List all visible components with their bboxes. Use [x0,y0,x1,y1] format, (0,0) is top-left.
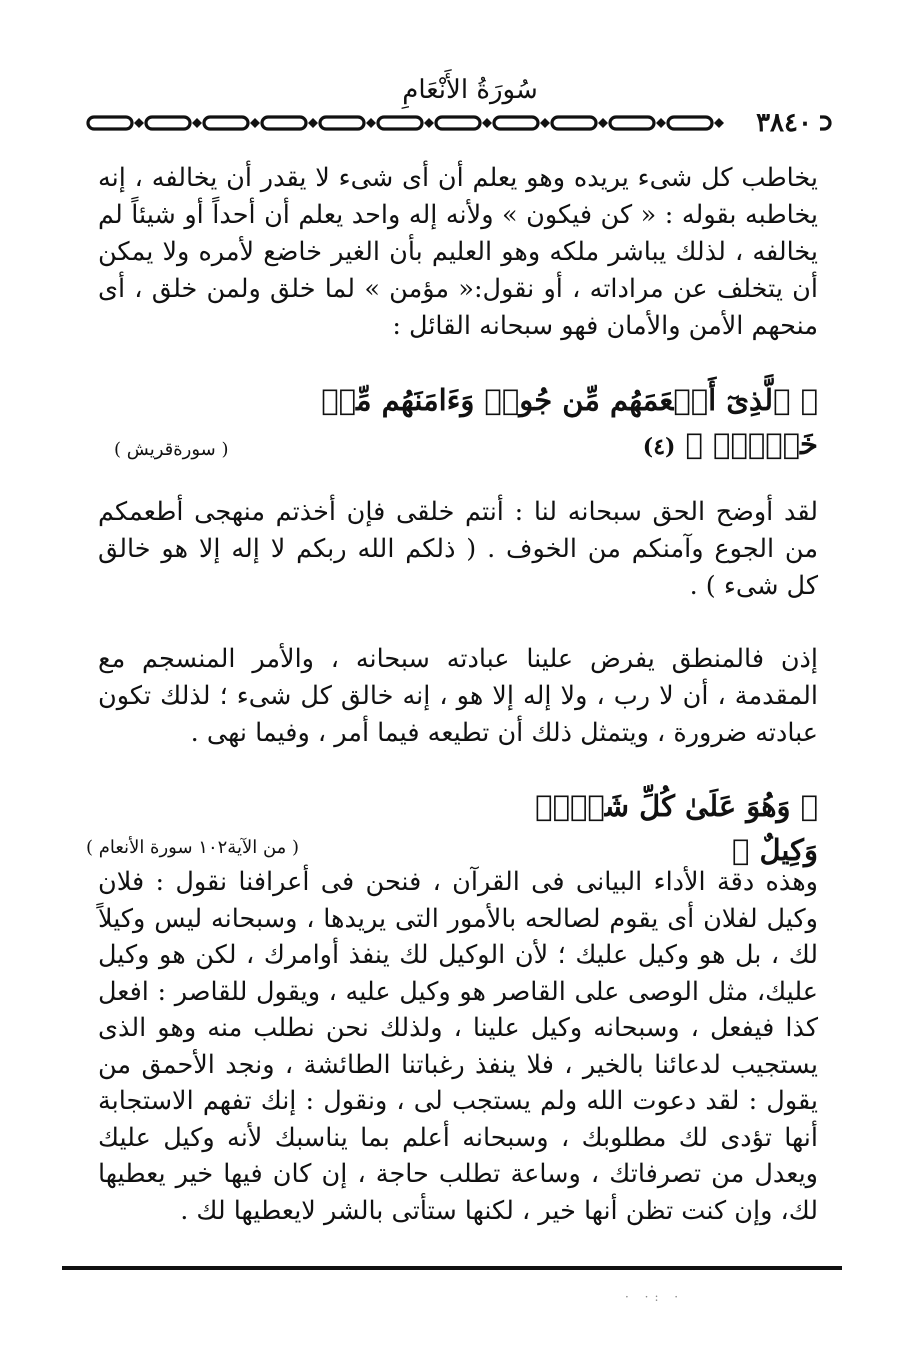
verse-text: ﴿ ٱلَّذِىٓ أَطۡعَمَهُم مِّن جُوعٖ وَءَامَنَهُم مِّنۡ خَوۡفِۭ ﴾ [321,383,818,461]
paragraph-text: لقد أوضح الحق سبحانه لنا : أنتم خلقى فإن أخذتم منهجى أطعمكم من الجوع وآمنكم من الخوف . ( ذلكم الله ربكم لا إله إلا هو خالق كل شىء ) . [98,497,818,601]
paragraph-3 [98,641,818,752]
quran-verse-2 [518,784,818,872]
print-specks: · ·: · [625,1290,685,1304]
paragraph-4 [98,864,818,1229]
verse-text: ﴿ وَهُوَ عَلَىٰ كُلِّ شَىۡءٖ وَكِيلٌ ﴾ [535,789,818,867]
verse-2-reference: ( من الآية١٠٢ سورة الأنعام ) [86,837,300,858]
verse-1-reference: ( سورةقريش ) [114,439,229,460]
verse-number: ٤ [653,434,666,460]
paragraph-1 [98,160,818,345]
paragraph-2 [98,494,818,605]
paragraph-text: يخاطب كل شىء يريده وهو يعلم أن أى شىء لا يقدر أن يخالفه ، إنه يخاطبه بقوله : « كن فيكون » ولأنه إله واحد يعلم أن أحداً أو شيئاً لم يخالفه ، لذلك يباشر ملكه وهو العليم بأن الغير خاضع لأمره ولا يمكن أن يتخلف عن مراداته ، أو نقول:« مؤمن » لما خلق ولمن خلق ، أى منحهم الأمن والأمان فهو سبحانه القائل : [98,163,818,341]
verse-number-medallion: (٤) [642,434,676,460]
quran-verse-1 [258,378,818,469]
footer-rule [62,1266,842,1270]
ornamental-chain-border [86,112,836,134]
surah-title: سُورَةُ الأَنْعَامِ [402,75,538,105]
page-number: ٣٨٤٠ [748,110,820,136]
paragraph-text: وهذه دقة الأداء البيانى فى القرآن ، فنحن فى أعرافنا نقول : فلان وكيل لفلان أى يقوم لصالحه بالأمور التى يريدها ، وسبحانه ليس وكيلاً لك ، بل هو وكيل عليك ؛ لأن الوكيل لك ينفذ أوامرك ، لكن هو وكيل عليك، مثل الوصى على القاصر هو وكيل عليه ، ويقول للقاصر : افعل كذا فيفعل ، وسبحانه وكيل علينا ، ولذلك نحن نطلب منه وهو الذى يستجيب لدعائنا بالخير ، فلا ينفذ رغباتنا الطائشة ، ونجد الأحمق من يقول : لقد دعوت الله ولم يستجب لى ، ونقول : إنك تفهم الاستجابة أنها تؤدى لك مطلوبك ، وسبحانه أعلم بما يناسبك لأنه وكيل عليك ويعدل من تصرفاتك ، وساعة تطلب حاجة ، إن كان فيها خير يعطيها لك، وإن كنت تظن أنها خير ، لكنها ستأتى بالشر لايعطيها لك . [98,867,818,1226]
paragraph-text: إذن فالمنطق يفرض علينا عبادته سبحانه ، والأمر المنسجم مع المقدمة ، أن لا رب ، ولا إله إلا هو ، إنه خالق كل شىء ؛ لذلك تكون عبادته ضرورة ، ويتمثل ذلك أن تطيعه فيما أمر ، وفيما نهى . [98,644,818,748]
